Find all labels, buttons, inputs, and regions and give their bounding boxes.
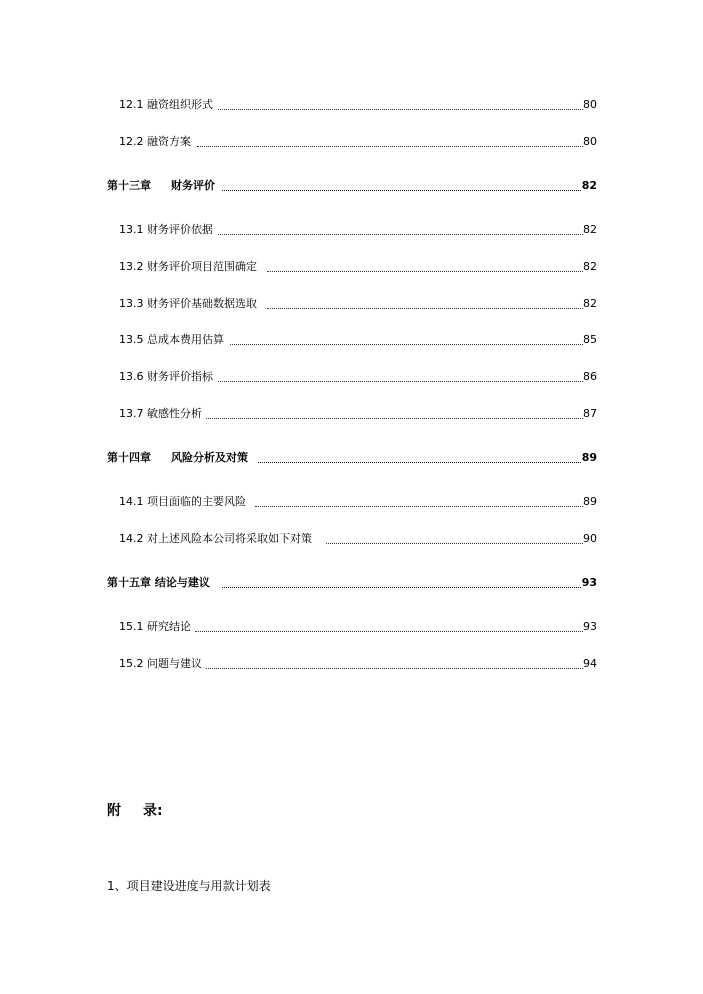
toc-entry-label: 12.1 融资组织形式 (119, 98, 213, 111)
toc-leader (255, 506, 585, 507)
appendix-heading: 附 录: (107, 803, 163, 819)
toc-chapter-label: 第十四章 风险分析及对策 (107, 451, 248, 464)
toc-page-number: 87 (583, 407, 597, 420)
toc-entry-label: 12.2 融资方案 (119, 135, 191, 148)
toc-page-number: 85 (583, 333, 597, 346)
toc-entry-label: 13.1 财务评价依据 (119, 223, 213, 236)
toc-leader (267, 271, 585, 272)
toc-chapter-15[interactable] (0, 572, 703, 590)
toc-page-number: 80 (583, 98, 597, 111)
toc-page-number: 93 (583, 620, 597, 633)
toc-entry-label: 13.7 敏感性分析 (119, 407, 202, 420)
toc-entry-13-1[interactable] (0, 219, 703, 237)
toc-entry-13-2[interactable] (0, 256, 703, 274)
toc-entry-14-1[interactable] (0, 491, 703, 509)
toc-entry-label: 13.3 财务评价基础数据选取 (119, 297, 257, 310)
toc-leader (230, 344, 585, 345)
toc-leader (258, 462, 585, 463)
toc-page-number: 89 (581, 451, 597, 464)
toc-entry-14-2[interactable] (0, 528, 703, 546)
toc-entry-13-5[interactable] (0, 329, 703, 347)
toc-leader (222, 587, 585, 588)
toc-page-number: 82 (583, 297, 597, 310)
toc-entry-label: 15.2 问题与建议 (119, 657, 202, 670)
toc-entry-label: 14.2 对上述风险本公司将采取如下对策 (119, 532, 312, 545)
toc-entry-label: 13.5 总成本费用估算 (119, 333, 224, 346)
toc-page-number: 86 (583, 370, 597, 383)
toc-entry-label: 13.2 财务评价项目范围确定 (119, 260, 257, 273)
toc-entry-13-3[interactable] (0, 293, 703, 311)
toc-page-number: 82 (583, 260, 597, 273)
toc-chapter-label: 第十五章 结论与建议 (107, 576, 210, 589)
toc-chapter-14[interactable] (0, 447, 703, 465)
toc-leader (218, 234, 585, 235)
toc-entry-15-1[interactable] (0, 616, 703, 634)
toc-page-number: 90 (583, 532, 597, 545)
toc-entry-12-1[interactable] (0, 94, 703, 112)
toc-entry-13-7[interactable] (0, 403, 703, 421)
toc-leader (218, 381, 585, 382)
toc-leader (326, 543, 585, 544)
toc-entry-12-2[interactable] (0, 131, 703, 149)
toc-leader (218, 109, 585, 110)
toc-page-number: 82 (581, 179, 597, 192)
toc-entry-label: 15.1 研究结论 (119, 620, 191, 633)
toc-page-number: 82 (583, 223, 597, 236)
toc-leader (195, 631, 585, 632)
toc-leader (197, 146, 585, 147)
toc-page-number: 94 (583, 657, 597, 670)
toc-entry-label: 14.1 项目面临的主要风险 (119, 495, 246, 508)
appendix-item-1: 1、项目建设进度与用款计划表 (107, 879, 271, 893)
toc-page-number: 80 (583, 135, 597, 148)
toc-page-number: 93 (581, 576, 597, 589)
toc-chapter-label: 第十三章 财务评价 (107, 179, 215, 192)
toc-page-number: 89 (583, 495, 597, 508)
toc-leader (206, 668, 585, 669)
toc-leader (222, 190, 585, 191)
toc-chapter-13[interactable] (0, 175, 703, 193)
toc-entry-13-6[interactable] (0, 366, 703, 384)
toc-entry-label: 13.6 财务评价指标 (119, 370, 213, 383)
toc-leader (267, 308, 585, 309)
toc-entry-15-2[interactable] (0, 653, 703, 671)
toc-leader (206, 418, 585, 419)
